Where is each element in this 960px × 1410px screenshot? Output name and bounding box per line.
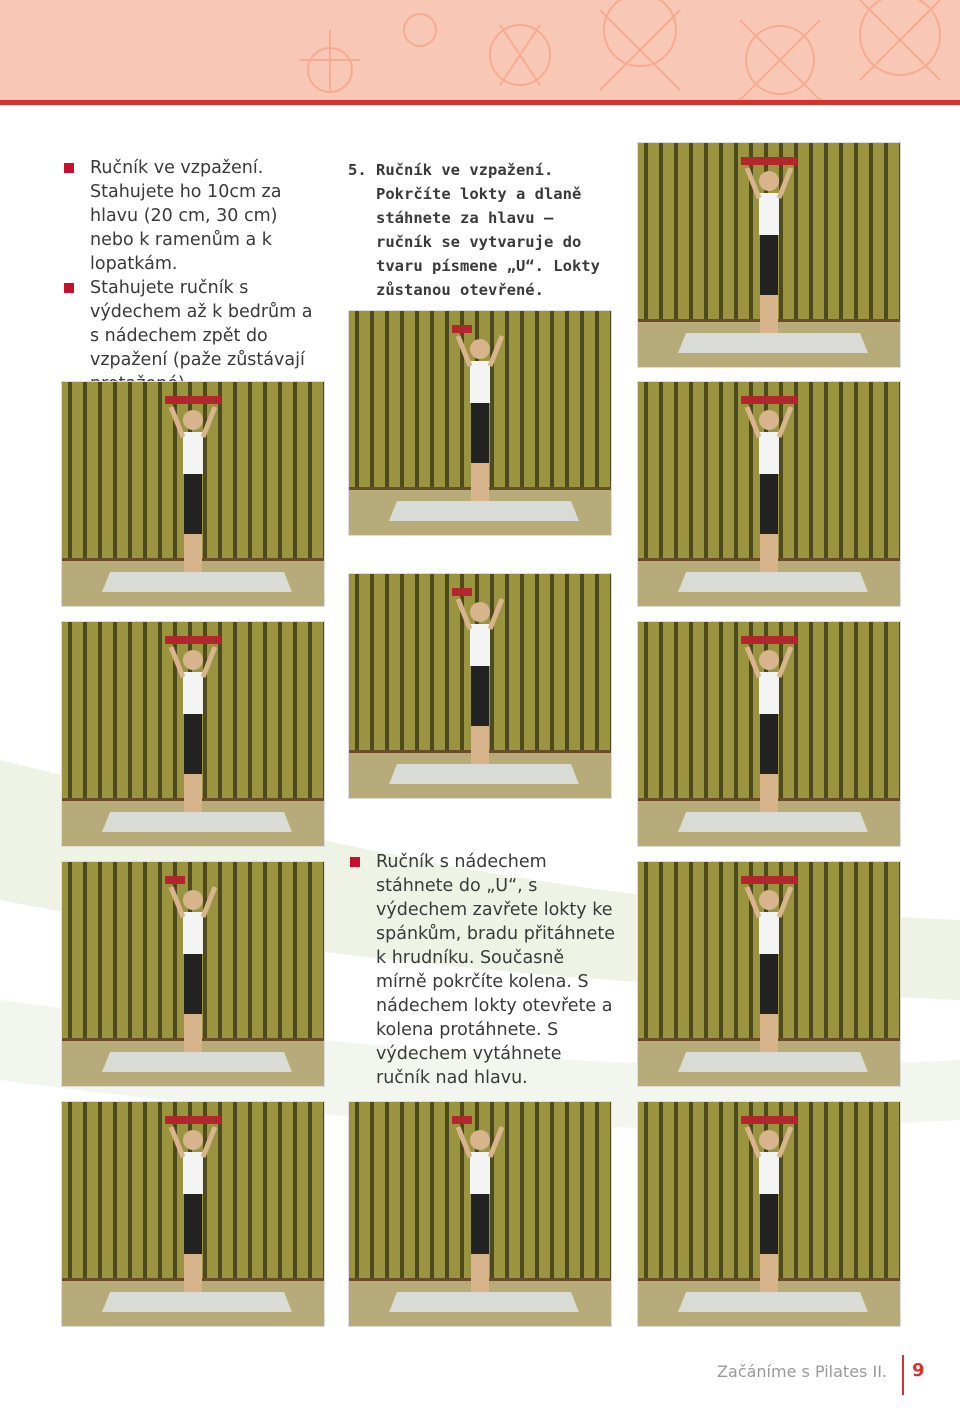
intro-bullet-2: Stahujete ručník s výdechem až k bedrům a s nádechem zpět do vzpažení (paže zůstávají	[64, 276, 324, 396]
second-text	[350, 850, 620, 1090]
exercise-photo-11	[348, 1101, 612, 1327]
photo-image	[62, 1102, 324, 1326]
exercise-photo-7	[637, 621, 901, 847]
photo-image	[638, 622, 900, 846]
exercise-photo-5	[348, 573, 612, 799]
photo-image	[638, 1102, 900, 1326]
page-number: 9	[912, 1360, 925, 1381]
exercise-photo-6	[61, 621, 325, 847]
exercise-photo-2	[348, 310, 612, 536]
footer-book-title: Začáníme s Pilates II.	[717, 1362, 887, 1381]
intro-text	[64, 156, 324, 396]
photo-image	[638, 382, 900, 606]
exercise-photo-8	[61, 861, 325, 1087]
intro-bullet-1: Ručník ve vzpažení. Stahujete ho 10cm za hlavu (20 cm, 30 cm) nebo k ramenům a k lopatkám.	[64, 156, 324, 276]
step-number: 5.	[348, 161, 367, 179]
photo-image	[62, 382, 324, 606]
photo-image	[349, 311, 611, 535]
decorative-header	[0, 0, 960, 100]
step-instruction	[348, 158, 618, 302]
exercise-photo-9	[637, 861, 901, 1087]
photo-image	[638, 862, 900, 1086]
second-bullet: Ručník s nádechem stáhnete do „U“, s výdechem zavřete lokty ke spánkům, bradu přitáhnete k hrudníku. Současně mírně pokrčíte kolena. S nádechem lokty otevřete a kolena protáhnete. S výdechem vytáhnete ručník nad hlavu.	[350, 850, 620, 1090]
exercise-photo-1	[637, 142, 901, 368]
exercise-photo-10	[61, 1101, 325, 1327]
photo-image	[62, 622, 324, 846]
exercise-photo-4	[637, 381, 901, 607]
photo-image	[349, 1102, 611, 1326]
exercise-photo-12	[637, 1101, 901, 1327]
photo-image	[349, 574, 611, 798]
snowflake-pattern	[0, 0, 960, 100]
footer-divider	[902, 1355, 904, 1395]
photo-image	[62, 862, 324, 1086]
photo-image	[638, 143, 900, 367]
exercise-photo-3	[61, 381, 325, 607]
step-text: Ručník ve vzpažení. Pokrčíte lokty a dlaně stáhnete za hlavu – ručník se vytvaruje do tvaru písmene „U“. Lokty zůstanou otevřené.	[376, 161, 600, 299]
header-divider	[0, 100, 960, 105]
